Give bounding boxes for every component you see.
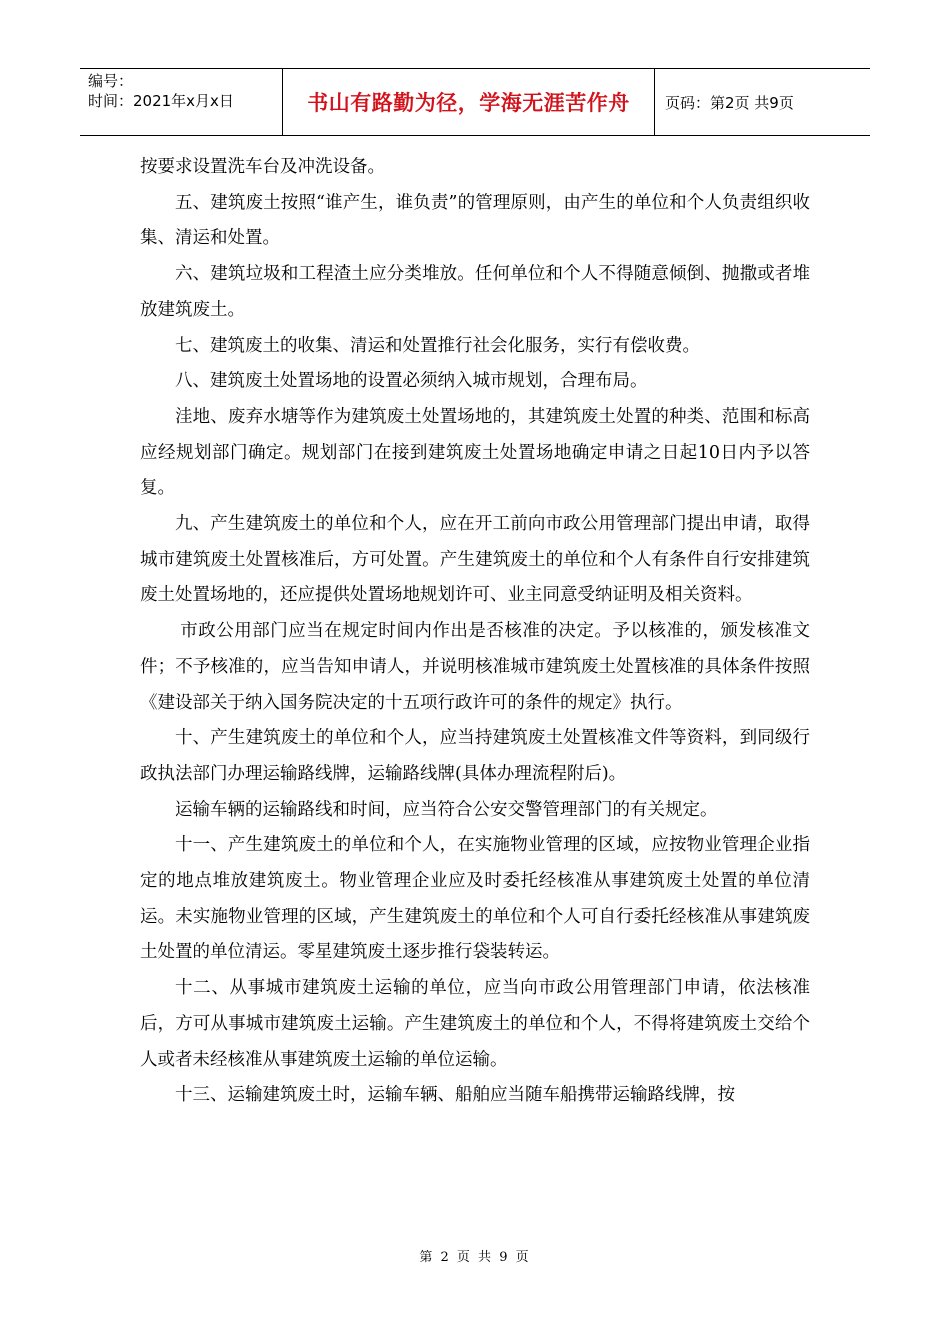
- paragraph: 八、建筑废土处置场地的设置必须纳入城市规划，合理布局。: [175, 371, 648, 392]
- document-number-label: 编号：: [88, 72, 134, 90]
- paragraph: 十、产生建筑废土的单位和个人，应当持建筑废土处置核准文件等资料，到同级行政执法部门办理运输路线牌，运输路线牌(具体办理流程附后)。: [140, 728, 810, 784]
- paragraph: 十三、运输建筑废土时，运输车辆、船舶应当随车船携带运输路线牌，按: [175, 1085, 735, 1106]
- paragraph: 运输车辆的运输路线和时间，应当符合公安交警管理部门的有关规定。: [175, 799, 718, 820]
- paragraph: 七、建筑废土的收集、清运和处置推行社会化服务，实行有偿收费。: [175, 335, 700, 356]
- header-motto: 书山有路勤为径，学海无涯苦作舟: [283, 69, 655, 135]
- paragraph: 十一、产生建筑废土的单位和个人，在实施物业管理的区域，应按物业管理企业指定的地点堆放建筑废土。物业管理企业应及时委托经核准从事建筑废土处置的单位清运。未实施物业管理的区域，产生建筑废土的单位和个人可自行委托经核准从事建筑废土处置的单位清运。零星建筑废土逐步推行袋装转运。: [140, 835, 810, 963]
- paragraph: 九、产生建筑废土的单位和个人，应在开工前向市政公用管理部门提出申请，取得城市建筑废土处置核准后，方可处置。产生建筑废土的单位和个人有条件自行安排建筑废土处置场地的，还应提供处置场地规划许可、业主同意受纳证明及相关资料。: [140, 514, 810, 606]
- document-body: [140, 150, 810, 1114]
- paragraph: 六、建筑垃圾和工程渣土应分类堆放。任何单位和个人不得随意倾倒、抛撒或者堆放建筑废土。: [140, 264, 810, 320]
- paragraph: 按要求设置洗车台及冲洗设备。: [140, 157, 385, 177]
- paragraph: 洼地、废弃水塘等作为建筑废土处置场地的，其建筑废土处置的种类、范围和标高应经规划部门确定。规划部门在接到建筑废土处置场地确定申请之日起10日内予以答复。: [140, 406, 810, 499]
- header-page-code: 页码：第2页 共9页: [665, 93, 794, 112]
- header-left-cell: [80, 69, 283, 135]
- document-header: [80, 68, 870, 136]
- paragraph: 五、建筑废土按照“谁产生，谁负责”的管理原则，由产生的单位和个人负责组织收集、清运和处置。: [140, 192, 810, 249]
- document-date: 时间：2021年x月x日: [88, 92, 234, 110]
- paragraph: 十二、从事城市建筑废土运输的单位，应当向市政公用管理部门申请，依法核准后，方可从事城市建筑废土运输。产生建筑废土的单位和个人，不得将建筑废土交给个人或者未经核准从事建筑废土运输的单位运输。: [140, 978, 810, 1070]
- paragraph: 市政公用部门应当在规定时间内作出是否核准的决定。予以核准的，颁发核准文件；不予核准的，应当告知申请人，并说明核准城市建筑废土处置核准的具体条件按照《建设部关于纳入国务院决定的十五项行政许可的条件的规定》执行。: [140, 621, 810, 713]
- page-footer: 第 2 页 共 9 页: [419, 1250, 531, 1265]
